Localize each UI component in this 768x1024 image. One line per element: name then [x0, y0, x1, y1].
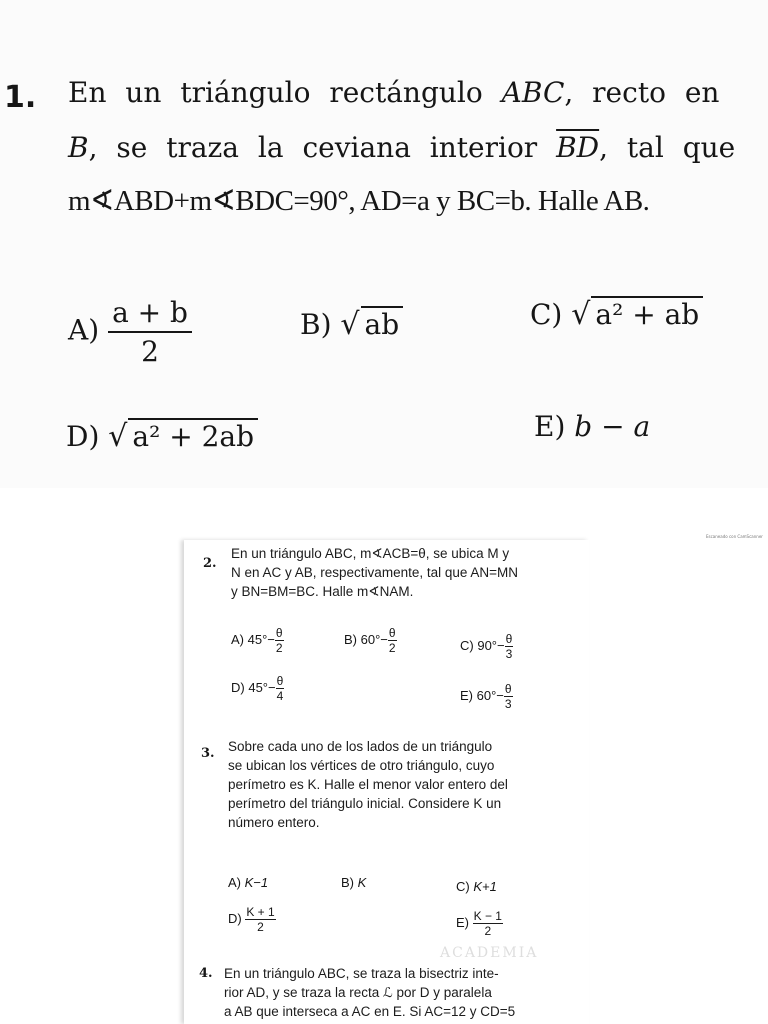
option-label: E) [534, 410, 566, 443]
fraction [473, 909, 503, 938]
fraction [504, 682, 513, 711]
fraction [388, 626, 397, 655]
option-label: D) [231, 679, 245, 695]
problem-3-text [228, 737, 508, 832]
option-value: 90°− [477, 637, 505, 653]
option-label: B) [300, 308, 332, 341]
text: , recto en [564, 76, 720, 109]
sqrt-icon: √ [108, 419, 128, 454]
text-line: se ubican los vértices de otro triángulo, cuyo [228, 758, 495, 773]
math-var: B [68, 131, 89, 164]
watermark: ACADEMIA [440, 945, 539, 961]
p2-option-c [460, 632, 513, 661]
text: En un triángulo rectángulo [68, 76, 483, 109]
text-line: Sobre cada uno de los lados de un triángulo [228, 739, 493, 754]
math-var: ABC [501, 76, 565, 109]
option-d [66, 418, 258, 454]
p3-option-c [456, 879, 497, 894]
scanner-mark: Escaneado con CamScanner [706, 534, 763, 539]
numerator: θ [276, 674, 284, 688]
text-line: rior AD, y se traza la recta ℒ por D y paralela [224, 985, 492, 1000]
radicand: ab [361, 306, 404, 341]
option-value: b − a [574, 410, 651, 443]
text-line: número entero. [228, 815, 320, 830]
option-label: D) [66, 420, 100, 453]
problem-1-section [0, 0, 768, 488]
option-value: 45°− [248, 679, 276, 695]
problem-number: 2. [203, 556, 217, 571]
option-value: K+1 [473, 879, 497, 894]
option-value: 60°− [476, 687, 504, 703]
option-a [68, 296, 192, 368]
option-label: B) [344, 631, 357, 647]
numerator: K − 1 [473, 909, 502, 923]
numerator: a + b [108, 296, 192, 333]
fraction [245, 905, 275, 934]
radicand: a² + ab [591, 296, 703, 331]
radicand: a² + 2ab [128, 418, 258, 453]
text-line: En un triángulo ABC, se traza la bisectriz inte- [224, 966, 499, 981]
option-c [530, 296, 703, 332]
option-label: C) [456, 879, 470, 894]
numerator: K + 1 [246, 905, 275, 919]
text: , tal que [599, 131, 736, 164]
text-line: En un triángulo ABC, m∢ACB=θ, se ubica M y [231, 546, 510, 561]
p3-option-d [228, 905, 276, 934]
text-line: perímetro del triángulo inicial. Considere K un [228, 796, 502, 811]
p2-option-e [460, 682, 513, 711]
p2-option-d [231, 674, 284, 703]
problem-2-text [231, 544, 518, 601]
numerator: θ [505, 632, 513, 646]
option-e [534, 410, 650, 443]
sqrt-icon: √ [340, 307, 360, 342]
p3-option-a [228, 875, 268, 890]
denominator: 2 [484, 924, 492, 938]
text-line: y BN=BM=BC. Halle m∢NAM. [231, 584, 414, 599]
text-line: N en AC y AB, respectivamente, tal que AN=MN [231, 565, 519, 580]
numerator: θ [504, 682, 512, 696]
text-line: a AB que interseca a AC en E. Si AC=12 y CD=5 [224, 1004, 516, 1019]
option-label: A) [231, 631, 244, 647]
denominator: 3 [504, 697, 512, 711]
denominator: 2 [257, 920, 264, 934]
fraction [275, 626, 284, 655]
fraction [108, 296, 192, 368]
p2-option-b [344, 626, 397, 655]
option-label: B) [341, 875, 354, 890]
option-label: C) [530, 298, 563, 331]
option-label: C) [460, 637, 474, 653]
p3-option-e [456, 909, 503, 938]
numerator: θ [388, 626, 396, 640]
p3-option-b [341, 875, 366, 890]
denominator: 2 [141, 335, 159, 368]
fraction [505, 632, 514, 661]
option-value: 45°− [247, 631, 275, 647]
problem-number: 4. [199, 966, 213, 981]
fraction [276, 674, 285, 703]
problem-1-line-1 [68, 76, 719, 109]
option-b [300, 306, 403, 342]
option-label: E) [456, 914, 469, 930]
text: , se traza la ceviana interior [88, 131, 538, 164]
numerator: θ [275, 626, 283, 640]
option-value: 60°− [360, 631, 388, 647]
option-label: A) [228, 875, 241, 890]
option-value: K−1 [244, 875, 269, 890]
problem-1-line-2 [68, 131, 735, 164]
option-value: K [357, 875, 367, 890]
denominator: 2 [275, 641, 283, 655]
sqrt-icon: √ [571, 297, 591, 332]
problem-1-line-3: m∢ABD+m∢BDC=90°, AD=a y BC=b. Halle AB. [68, 185, 650, 217]
problem-number: 3. [201, 746, 215, 761]
problem-4-text [224, 964, 515, 1021]
option-label: A) [68, 313, 100, 347]
denominator: 2 [388, 641, 396, 655]
text-line: perímetro es K. Halle el menor valor entero del [228, 777, 508, 792]
p2-option-a [231, 626, 284, 655]
problem-number: 1. [4, 80, 37, 115]
option-label: D) [228, 910, 242, 926]
denominator: 3 [505, 647, 513, 661]
denominator: 4 [276, 689, 284, 703]
segment-bd: $\overline{BD}$ [556, 131, 600, 164]
option-label: E) [460, 687, 473, 703]
